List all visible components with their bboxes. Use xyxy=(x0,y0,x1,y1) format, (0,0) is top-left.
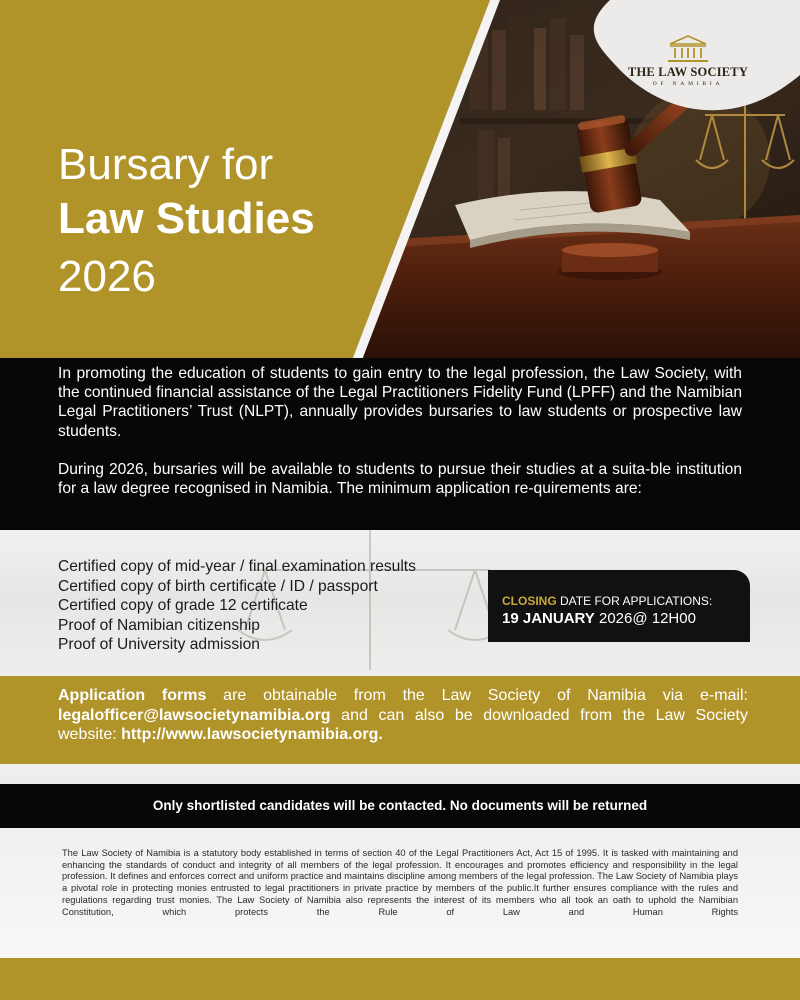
page-title xyxy=(58,140,315,306)
footer-bar xyxy=(0,958,800,1000)
list-item: Certified copy of mid-year / final examination results xyxy=(58,558,416,575)
closing-date-bold: 19 JANUARY xyxy=(502,610,595,627)
application-text-2: and can also be downloaded from the Law Society website: xyxy=(58,706,748,744)
intro-paragraph-2: During 2026, bursaries will be available to students to pursue their studies at a suita-ble institution for a law degree recognised in Namibia. The minimum application re-quirements are: xyxy=(58,460,742,498)
list-item: Proof of University admission xyxy=(58,636,260,653)
building-columns-icon xyxy=(666,34,710,64)
notice-text: Only shortlisted candidates will be contacted. No documents will be returned xyxy=(152,798,648,813)
requirements-list xyxy=(58,557,416,655)
closing-date xyxy=(502,609,750,628)
title-line-1: Bursary for xyxy=(58,140,274,189)
intro-paragraph-1: In promoting the education of students to gain entry to the legal profession, the Law Society, with the continued financial assistance of the Legal Practitioners Fidelity Fund (LPFF) and the Namibian Legal Practitioners’ Trust (NLPT), annually provides bursaries to law students or prospective law students. xyxy=(58,365,742,440)
hero-banner xyxy=(0,0,800,360)
closing-date-rest: 2026@ 12H00 xyxy=(594,610,696,627)
application-text-1: are obtainable from the Law Society of Namibia via e-mail: xyxy=(206,687,748,704)
title-line-2: Law Studies xyxy=(58,194,315,243)
title-line-3: 2026 xyxy=(58,252,156,301)
intro-section xyxy=(0,358,800,530)
spacer xyxy=(0,764,800,784)
about-section xyxy=(0,828,800,958)
list-item: Proof of Namibian citizenship xyxy=(58,616,260,634)
application-text xyxy=(58,686,748,745)
list-item: Certified copy of birth certificate / ID / passport xyxy=(58,577,378,595)
list-item: Certified copy of grade 12 certificate xyxy=(58,597,308,614)
application-section xyxy=(0,676,800,764)
website-link[interactable]: http://www.lawsocietynamibia.org. xyxy=(121,726,383,744)
closing-label xyxy=(502,594,750,609)
about-text: The Law Society of Namibia is a statutory body established in terms of section 40 of the Legal Practitioners Act, Act 15 of 1995. It is tasked with maintaining and enhancing the standards of conduct and integrity of all members of the legal profession. It encourages and promotes efficiency and responsibility in the legal profession. It defines and enforces correct and uniform practice and maintains discipline among members of the legal profession. The Law Society of Namibia plays a pivotal role in protecting monies entrusted to legal practitioners in private practice by members of the public.It further ensures compliance with the rules and regulations regarding trust monies. The Law Society of Namibia also represents the interest of its members who all took an oath to uphold the Namibian Constitution, which protects the Rule of Law and Human Rights xyxy=(62,848,738,917)
closing-label-rest: DATE FOR APPLICATIONS: xyxy=(556,594,713,608)
email-link[interactable]: legalofficer@lawsocietynamibia.org xyxy=(58,706,331,724)
closing-label-bold: CLOSING xyxy=(502,594,557,608)
logo-name: THE LAW SOCIETY xyxy=(627,65,749,79)
logo-subtitle: OF NAMIBIA xyxy=(652,81,724,87)
notice-bar xyxy=(0,784,800,828)
application-lead: Application forms xyxy=(58,687,207,704)
closing-date-box xyxy=(488,570,750,642)
law-society-logo xyxy=(618,34,758,87)
